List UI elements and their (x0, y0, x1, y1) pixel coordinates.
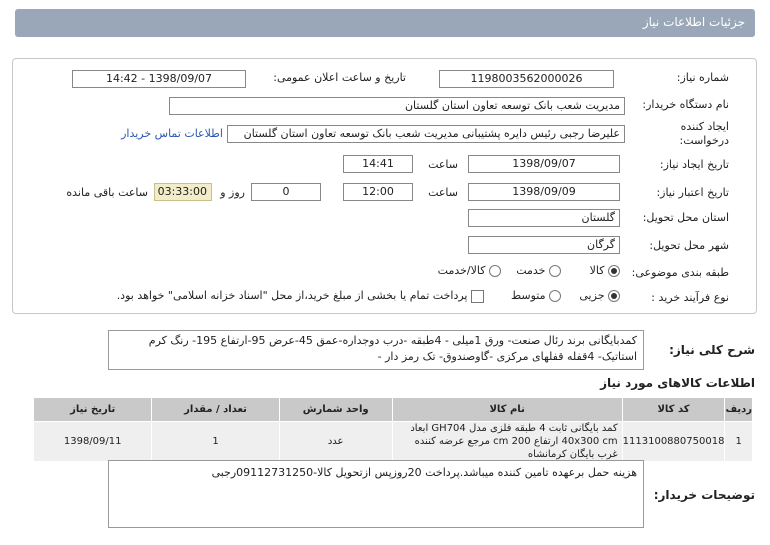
remaining-time-field: 03:33:00 (154, 183, 212, 201)
buyer-contact-link[interactable]: اطلاعات تماس خریدار (121, 127, 223, 140)
col-date: تاریخ نیاز (34, 398, 152, 422)
radio-selected-icon (608, 290, 620, 302)
buyer-notes-label: توضیحات خریدار: (653, 488, 755, 502)
need-number-field: 1198003562000026 (439, 70, 614, 88)
validity-date-field: 1398/09/09 (468, 183, 620, 201)
description-box: کمدبایگانی برند رئال صنعت- ورق 1میلی - 4طبقه -درب دوجداره-عمق 45-عرض 95-ارتفاع 195- رنگ کرم استاتیک- 4قفله قفلهای مرکزی -گاوصندوق- تک رمز دار - (108, 330, 644, 370)
radio-icon (549, 265, 561, 277)
validity-date-label: تاریخ اعتبار نیاز: (656, 186, 729, 199)
validity-time-label: ساعت (428, 186, 458, 199)
treasury-payment-option[interactable]: پرداخت تمام یا بخشی از مبلغ خرید،از محل "اسناد خزانه اسلامی" خواهد بود. (117, 289, 484, 303)
city-field: گرگان (468, 236, 620, 254)
category-option-goods-service[interactable]: کالا/خدمت (438, 264, 501, 277)
buyer-name-label: نام دستگاه خریدار: (642, 98, 729, 111)
cell-code: 1113100880750018 (622, 422, 725, 462)
announce-date-field: 1398/09/07 - 14:42 (72, 70, 246, 88)
created-date-label: تاریخ ایجاد نیاز: (659, 158, 729, 171)
remaining-label: ساعت باقی مانده (66, 186, 148, 199)
creator-label: ایجاد کننده درخواست: (679, 120, 729, 147)
items-table (33, 397, 753, 462)
page-title: جزئیات اطلاعات نیاز (642, 15, 745, 29)
items-section-title: اطلاعات کالاهای مورد نیاز (600, 376, 755, 390)
need-details-panel (12, 58, 757, 314)
col-qty: تعداد / مقدار (152, 398, 279, 422)
validity-time-field: 12:00 (343, 183, 413, 201)
cell-name: کمد بایگانی ثابت 4 طبقه فلزی مدل GH704 ابعاد 40x300 cm ارتفاع 200 cm مرجع عرضه کننده غرب بایگان کرمانشاه (392, 422, 622, 462)
buyer-notes-box: هزینه حمل برعهده تامین کننده میباشد.پرداخت 20روزپس ازتحویل کالا-09112731250رجبی (108, 460, 644, 528)
table-header-row (34, 398, 753, 422)
city-label: شهر محل تحویل: (649, 239, 729, 252)
col-unit: واحد شمارش (279, 398, 392, 422)
process-option-medium[interactable]: متوسط (511, 289, 561, 302)
cell-date: 1398/09/11 (34, 422, 152, 462)
category-option-service[interactable]: خدمت (516, 264, 561, 277)
remaining-days-field: 0 (251, 183, 321, 201)
cell-qty: 1 (152, 422, 279, 462)
category-label: طبقه بندی موضوعی: (631, 266, 729, 279)
radio-icon (549, 290, 561, 302)
creator-field: علیرضا رجبی رئیس دایره پشتیبانی مدیریت شعب بانک توسعه تعاون استان گلستان (227, 125, 625, 143)
cell-unit: عدد (279, 422, 392, 462)
col-code: کد کالا (622, 398, 725, 422)
cell-row: 1 (725, 422, 753, 462)
description-label: شرح کلی نیاز: (669, 343, 755, 357)
process-option-minor[interactable]: جزیی (579, 289, 620, 302)
created-date-field: 1398/09/07 (468, 155, 620, 173)
announce-date-label: تاریخ و ساعت اعلان عمومی: (273, 71, 406, 84)
created-time-label: ساعت (428, 158, 458, 171)
col-name: نام کالا (392, 398, 622, 422)
days-label: روز و (220, 186, 245, 199)
created-time-field: 14:41 (343, 155, 413, 173)
category-option-goods[interactable]: کالا (590, 264, 620, 277)
radio-selected-icon (608, 265, 620, 277)
process-label: نوع فرآیند خرید : (651, 291, 729, 304)
buyer-name-field: مدیریت شعب بانک توسعه تعاون استان گلستان (169, 97, 625, 115)
checkbox-icon (471, 290, 484, 303)
page-header (15, 9, 755, 37)
province-label: استان محل تحویل: (642, 211, 729, 224)
radio-icon (489, 265, 501, 277)
province-field: گلستان (468, 209, 620, 227)
need-number-label: شماره نیاز: (676, 71, 729, 84)
table-row (34, 422, 753, 462)
col-row: ردیف (725, 398, 753, 422)
